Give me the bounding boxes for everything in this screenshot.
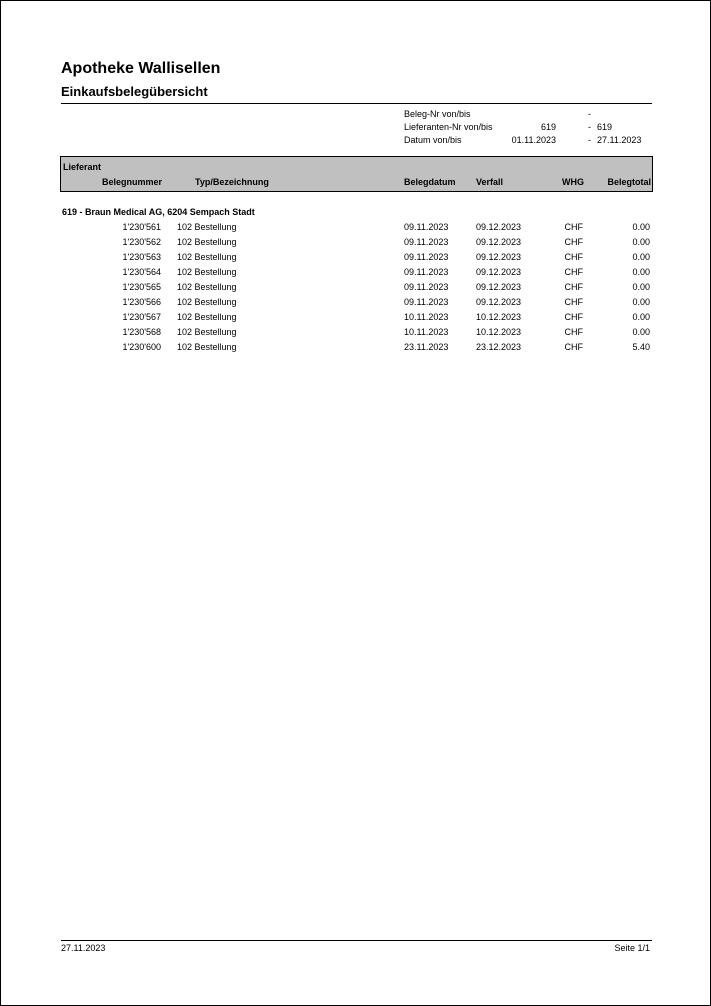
cell-verfall: 09.12.2023 (476, 297, 522, 307)
cell-typ: 102 Bestellung (177, 237, 237, 247)
footer-divider (61, 940, 652, 941)
column-header-whg: WHG (562, 177, 584, 187)
table-row (1, 296, 711, 311)
filter-from: 619 (540, 122, 556, 132)
table-row (1, 341, 711, 356)
cell-belegdatum: 09.11.2023 (404, 267, 449, 277)
column-header-lieferant: Lieferant (63, 162, 102, 172)
cell-typ: 102 Bestellung (177, 297, 237, 307)
footer-date: 27.11.2023 (61, 943, 106, 953)
table-row (1, 266, 711, 281)
cell-whg: CHF (564, 282, 583, 292)
cell-belegdatum: 10.11.2023 (404, 312, 449, 322)
filter-label: Datum von/bis (404, 135, 462, 145)
header-divider (61, 103, 652, 104)
cell-belegnummer: 1'230'565 (122, 282, 161, 292)
cell-verfall: 09.12.2023 (476, 237, 522, 247)
table-row (1, 311, 711, 326)
cell-belegnummer: 1'230'561 (122, 222, 161, 232)
filter-separator: - (588, 135, 591, 145)
cell-belegdatum: 23.11.2023 (404, 342, 449, 352)
cell-belegtotal: 0.00 (632, 297, 650, 307)
report-subtitle: Einkaufsbelegübersicht (61, 84, 208, 99)
cell-verfall: 09.12.2023 (476, 252, 522, 262)
cell-belegnummer: 1'230'600 (122, 342, 161, 352)
column-header-typ: Typ/Bezeichnung (195, 177, 269, 187)
cell-typ: 102 Bestellung (177, 267, 237, 277)
cell-belegtotal: 0.00 (632, 327, 650, 337)
table-row (1, 236, 711, 251)
cell-verfall: 09.12.2023 (476, 267, 522, 277)
cell-verfall: 09.12.2023 (476, 282, 522, 292)
cell-verfall: 10.12.2023 (476, 312, 522, 322)
table-row (1, 281, 711, 296)
cell-belegnummer: 1'230'564 (122, 267, 161, 277)
cell-belegtotal: 0.00 (632, 252, 650, 262)
cell-typ: 102 Bestellung (177, 282, 237, 292)
report-title: Apotheke Wallisellen (61, 60, 221, 77)
cell-whg: CHF (564, 327, 583, 337)
cell-whg: CHF (564, 312, 583, 322)
filter-to: 619 (597, 122, 613, 132)
cell-belegnummer: 1'230'563 (122, 252, 161, 262)
filter-from: 01.11.2023 (511, 135, 556, 145)
table-row (1, 251, 711, 266)
cell-belegtotal: 0.00 (632, 267, 650, 277)
filter-separator: - (588, 109, 591, 119)
cell-belegdatum: 09.11.2023 (404, 252, 449, 262)
table-row (1, 326, 711, 341)
cell-belegtotal: 0.00 (632, 237, 650, 247)
filter-label: Lieferanten-Nr von/bis (404, 122, 493, 132)
cell-belegtotal: 0.00 (632, 222, 650, 232)
cell-typ: 102 Bestellung (177, 342, 237, 352)
cell-belegnummer: 1'230'566 (122, 297, 161, 307)
cell-belegdatum: 09.11.2023 (404, 282, 449, 292)
cell-typ: 102 Bestellung (177, 252, 237, 262)
cell-belegdatum: 10.11.2023 (404, 327, 449, 337)
filter-row-beleg-nr (404, 109, 654, 122)
cell-belegtotal: 0.00 (632, 312, 650, 322)
cell-belegdatum: 09.11.2023 (404, 237, 449, 247)
cell-whg: CHF (564, 237, 583, 247)
cell-belegnummer: 1'230'568 (122, 327, 161, 337)
column-header-belegdatum: Belegdatum (404, 177, 456, 187)
cell-belegdatum: 09.11.2023 (404, 222, 449, 232)
table-row (1, 221, 711, 236)
cell-whg: CHF (564, 297, 583, 307)
cell-typ: 102 Bestellung (177, 222, 237, 232)
cell-belegdatum: 09.11.2023 (404, 297, 449, 307)
cell-belegtotal: 5.40 (632, 342, 650, 352)
supplier-group-heading: 619 - Braun Medical AG, 6204 Sempach Stadt (62, 207, 255, 217)
filter-label: Beleg-Nr von/bis (404, 109, 471, 119)
cell-whg: CHF (564, 222, 583, 232)
column-header-verfall: Verfall (476, 177, 504, 187)
cell-whg: CHF (564, 267, 583, 277)
filter-to: 27.11.2023 (597, 135, 642, 145)
column-header-belegtotal: Belegtotal (607, 177, 651, 187)
column-header-belegnummer: Belegnummer (102, 177, 163, 187)
cell-belegnummer: 1'230'562 (122, 237, 161, 247)
cell-whg: CHF (564, 252, 583, 262)
cell-whg: CHF (564, 342, 583, 352)
filter-row-lieferanten-nr (404, 122, 654, 135)
cell-verfall: 10.12.2023 (476, 327, 522, 337)
cell-belegnummer: 1'230'567 (122, 312, 161, 322)
cell-typ: 102 Bestellung (177, 327, 237, 337)
cell-verfall: 09.12.2023 (476, 222, 522, 232)
cell-verfall: 23.12.2023 (476, 342, 522, 352)
page-number: Seite 1/1 (614, 943, 650, 953)
filter-separator: - (588, 122, 591, 132)
table-header (60, 156, 653, 192)
cell-typ: 102 Bestellung (177, 312, 237, 322)
filter-row-datum (404, 135, 654, 148)
cell-belegtotal: 0.00 (632, 282, 650, 292)
